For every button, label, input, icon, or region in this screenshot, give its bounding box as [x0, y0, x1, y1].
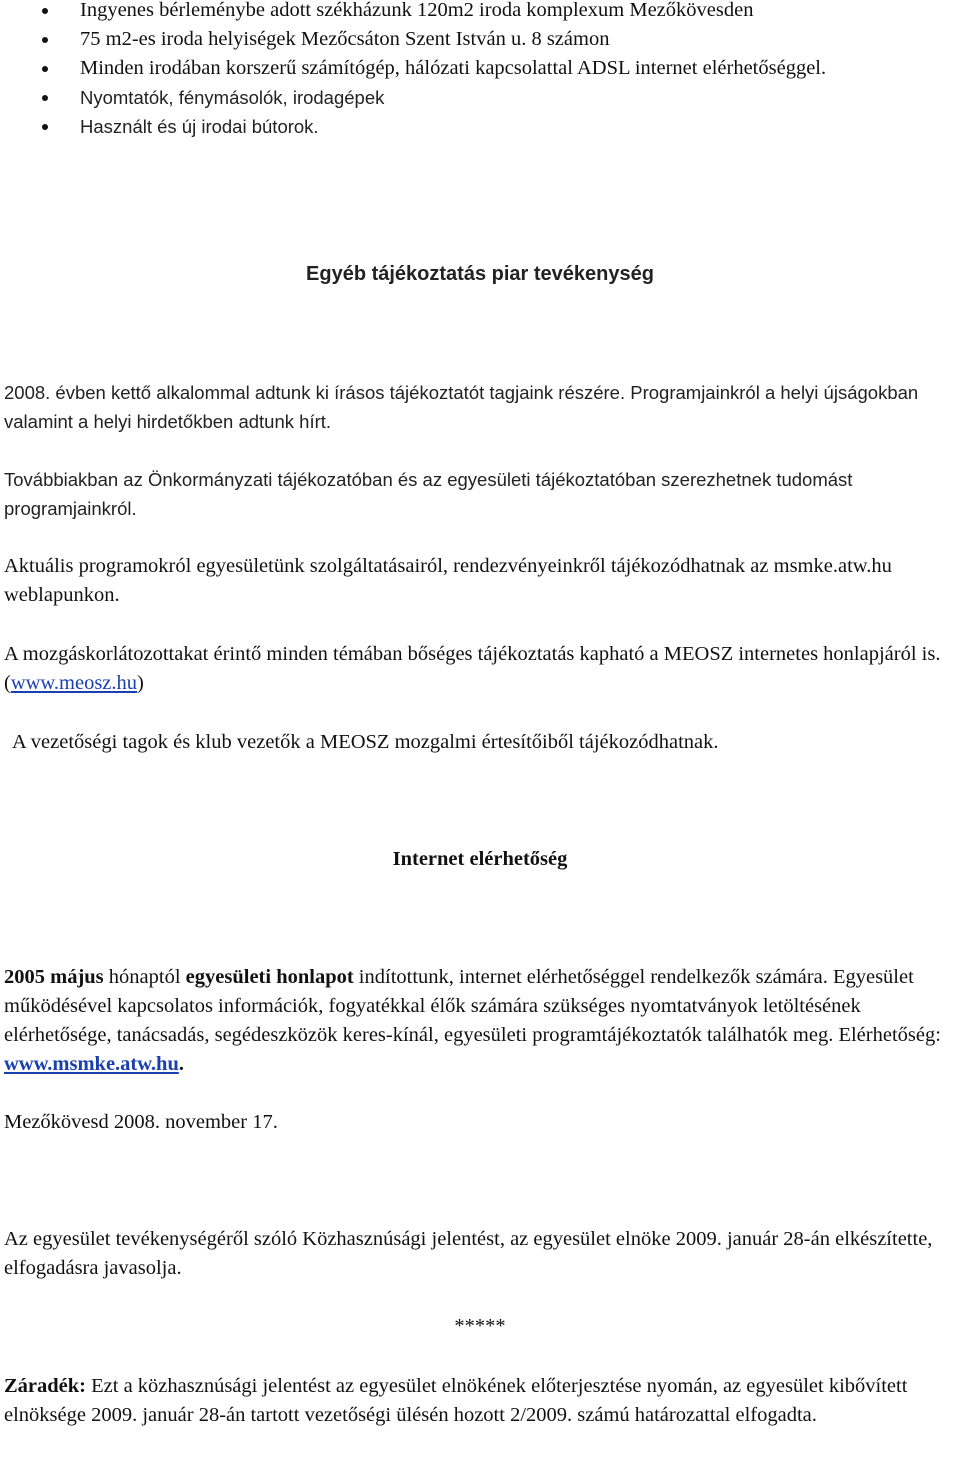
bullet-icon	[42, 124, 48, 130]
paragraph-text-end: )	[137, 672, 144, 694]
paragraph-report: Az egyesület tevékenységéről szóló Közhasznúsági jelentést, az egyesület elnöke 2009. január 28-án elkészítette, elfogadásra javasolja.	[4, 1228, 933, 1279]
list-item-text: 75 m2-es iroda helyiségek Mezőcsáton Szent István u. 8 számon	[80, 28, 610, 50]
clause-text: Ezt a közhasznúsági jelentést az egyesület elnökének előterjesztése nyomán, az egyesület kibővített elnöksége 2009. január 28-án tartott vezetőségi ülésén hozott 2/2009. számú határozattal elfogadta.	[4, 1375, 908, 1426]
list-item	[0, 25, 920, 54]
text-segment: hónaptól	[103, 966, 186, 988]
paragraph-website: Aktuális programokról egyesületünk szolgáltatásairól, rendezvényeinkről tájékozódhatnak az msmke.atw.hu weblapunkon.	[4, 555, 892, 606]
bullet-icon	[42, 66, 48, 72]
paragraph-homepage	[4, 963, 954, 1079]
list-item-text: Használt és új irodai bútorok.	[80, 116, 319, 137]
bullet-icon	[42, 8, 48, 14]
bullet-icon	[42, 95, 48, 101]
paragraph-clause	[4, 1372, 954, 1430]
list-item-text: Nyomtatók, fénymásolók, irodagépek	[80, 87, 385, 108]
bold-homepage: egyesületi honlapot	[185, 966, 354, 988]
meosz-link[interactable]: www.meosz.hu	[10, 672, 138, 694]
bullet-icon	[42, 37, 48, 43]
msmke-link[interactable]: www.msmke.atw.hu	[4, 1053, 179, 1075]
list-item-text: Minden irodában korszerű számítógép, hálózati kapcsolattal ADSL internet elérhetőséggel.	[80, 57, 827, 79]
list-item	[0, 112, 920, 141]
paragraph-publications: 2008. évben kettő alkalommal adtunk ki írásos tájékoztatót tagjaink részére. Programjainkról a helyi újságokban valamint a helyi hirdetőkben adtunk hírt.	[4, 382, 919, 432]
paragraph-text: A mozgáskorlátozottakat érintő minden témában bőséges tájékoztatás kapható a MEOSZ internetes honlapjáról is. (	[4, 643, 941, 694]
list-item	[0, 54, 920, 83]
clause-label: Záradék:	[4, 1375, 86, 1397]
bold-date: 2005 május	[4, 966, 104, 988]
list-item	[0, 0, 920, 25]
list-item	[0, 83, 920, 112]
list-item-text: Ingyenes bérleménybe adott székházunk 120m2 iroda komplexum Mezőkövesden	[80, 0, 754, 21]
place-date: Mezőkövesd 2008. november 17.	[4, 1111, 278, 1133]
text-segment: indítottunk, internet elérhetőséggel rendelkezők számára. Egyesület működésével kapcsolatos információk, fogyatékkal élők számára szükséges nyomtatványok letöltésének elérhetősége, tanácsadás, segédeszközök keres-kínál, egyesületi programtájékoztatók találhatók meg. Elérhetőség:	[4, 966, 941, 1046]
paragraph-leaders: A vezetőségi tagok és klub vezetők a MEOSZ mozgalmi értesítőiből tájékozódhatnak.	[12, 731, 719, 753]
paragraph-municipal-info: Továbbiakban az Önkormányzati tájékozatóban és az egyesületi tájékoztatóban szerezhetnek tudomást programjainkról.	[4, 469, 853, 519]
separator-stars: *****	[454, 1315, 506, 1337]
section-heading-pr: Egyéb tájékoztatás piar tevékenység	[306, 263, 654, 285]
section-heading-internet: Internet elérhetőség	[392, 848, 568, 870]
text-end: .	[178, 1053, 184, 1075]
facilities-list	[0, 0, 960, 141]
paragraph-meosz	[4, 640, 954, 698]
